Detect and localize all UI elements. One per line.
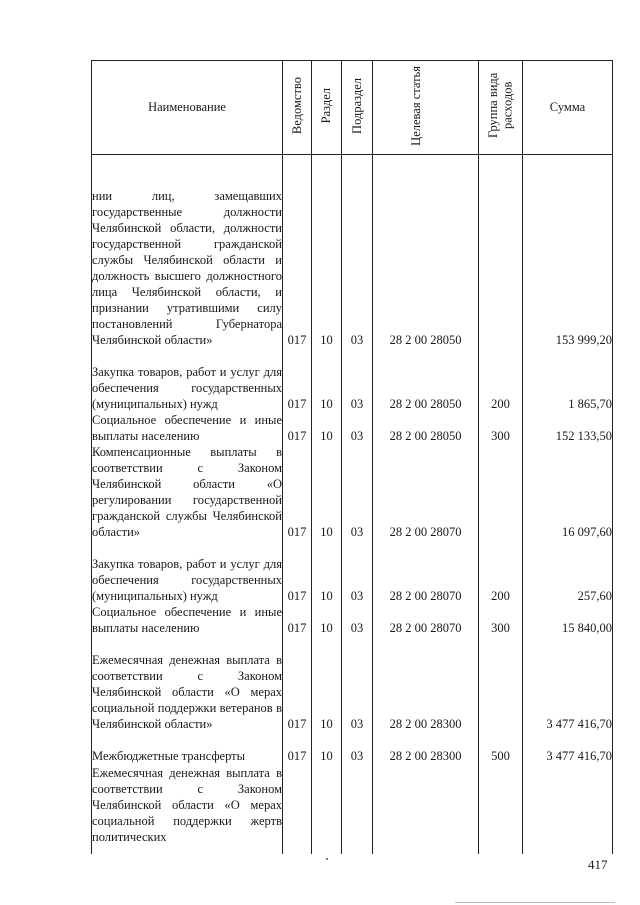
budget-table-container bbox=[91, 60, 612, 847]
row-target: 28 2 00 28070 bbox=[373, 540, 479, 604]
row-name: Ежемесячная денежная выплата в соответствии с Законом Челябинской области «О мерах социальной поддержки ветеранов в Челябинской области» bbox=[92, 636, 283, 732]
row-sum: 3 477 416,70 bbox=[523, 732, 613, 764]
row-name: Компенсационные выплаты в соответствии с Законом Челябинской области «О регулировании государственной гражданской службы Челябинской области» bbox=[92, 444, 282, 539]
row-section: 10 bbox=[312, 732, 342, 764]
row-subsection: 03 bbox=[342, 155, 373, 348]
row-subsection bbox=[342, 764, 373, 854]
row-subsection: 03 bbox=[342, 444, 373, 540]
header-dept: Ведомство bbox=[283, 61, 312, 155]
row-dept: 017 bbox=[283, 604, 312, 636]
row-sum: 16 097,60 bbox=[523, 444, 613, 540]
row-sum: 1 865,70 bbox=[523, 348, 613, 412]
row-name: Ежемесячная денежная выплата в соответствии с Законом Челябинской области «О мерах социальной поддержки жертв политических bbox=[92, 764, 283, 854]
header-name: Наименование bbox=[92, 61, 283, 155]
row-group: 200 bbox=[479, 348, 523, 412]
row-target: 28 2 00 28050 bbox=[373, 412, 479, 444]
row-section: 10 bbox=[312, 444, 342, 540]
row-subsection: 03 bbox=[342, 348, 373, 412]
row-subsection: 03 bbox=[342, 732, 373, 764]
row-sum: 153 999,20 bbox=[523, 155, 613, 348]
row-name: Социальное обеспечение и иные выплаты населению bbox=[92, 412, 282, 443]
header-expense-group: Группа вида расходов bbox=[479, 61, 523, 155]
row-name: Социальное обеспечение и иные выплаты населению bbox=[92, 604, 282, 635]
row-subsection: 03 bbox=[342, 636, 373, 732]
header-section: Раздел bbox=[312, 61, 342, 155]
row-dept: 017 bbox=[283, 732, 312, 764]
row-group bbox=[479, 444, 523, 540]
row-group bbox=[479, 636, 523, 732]
table-row bbox=[92, 412, 613, 444]
row-name: нии лиц, замещавших государственные должности Челябинской области, должности государственной гражданской службы Челябинской области и должность высшего должностного лица Челябинской области, и признании утратившими силу постановлений Губернатора Челябинской области» bbox=[92, 155, 283, 348]
row-dept: 017 bbox=[283, 540, 312, 604]
header-subsection: Подраздел bbox=[342, 61, 373, 155]
row-sum: 257,60 bbox=[523, 540, 613, 604]
table-row bbox=[92, 764, 613, 854]
row-target: 28 2 00 28300 bbox=[373, 636, 479, 732]
scan-edge-line bbox=[455, 902, 615, 903]
row-group bbox=[479, 764, 523, 854]
row-dept: 017 bbox=[283, 636, 312, 732]
row-name: Закупка товаров, работ и услуг для обеспечения государственных (муниципальных) нужд bbox=[92, 540, 283, 604]
row-sum bbox=[523, 764, 613, 854]
row-subsection: 03 bbox=[342, 604, 373, 636]
table-row bbox=[92, 155, 613, 348]
row-name: Межбюджетные трансферты bbox=[92, 732, 283, 764]
row-subsection: 03 bbox=[342, 412, 373, 444]
scan-dot bbox=[326, 858, 328, 860]
row-target bbox=[373, 764, 479, 854]
row-dept: 017 bbox=[283, 412, 312, 444]
row-target: 28 2 00 28070 bbox=[373, 444, 479, 540]
header-sum: Сумма bbox=[523, 61, 613, 155]
row-group: 500 bbox=[479, 732, 523, 764]
table-row bbox=[92, 732, 613, 764]
row-dept: 017 bbox=[283, 155, 312, 348]
row-target: 28 2 00 28070 bbox=[373, 604, 479, 636]
row-group bbox=[479, 155, 523, 348]
row-name: Закупка товаров, работ и услуг для обеспечения государственных (муниципальных) нужд bbox=[92, 348, 283, 412]
row-section: 10 bbox=[312, 636, 342, 732]
row-dept: 017 bbox=[283, 444, 312, 540]
row-dept: 017 bbox=[283, 348, 312, 412]
table-row bbox=[92, 540, 613, 604]
row-target: 28 2 00 28050 bbox=[373, 348, 479, 412]
row-section: 10 bbox=[312, 540, 342, 604]
row-section: 10 bbox=[312, 155, 342, 348]
row-section: 10 bbox=[312, 604, 342, 636]
table-row bbox=[92, 604, 613, 636]
row-group: 300 bbox=[479, 604, 523, 636]
row-section: 10 bbox=[312, 348, 342, 412]
row-sum: 152 133,50 bbox=[523, 412, 613, 444]
row-section bbox=[312, 764, 342, 854]
row-target: 28 2 00 28300 bbox=[373, 732, 479, 764]
header-target: Целевая статья bbox=[373, 61, 479, 155]
row-subsection: 03 bbox=[342, 540, 373, 604]
row-group: 200 bbox=[479, 540, 523, 604]
row-sum: 15 840,00 bbox=[523, 604, 613, 636]
table-header-row bbox=[92, 61, 613, 155]
page-number: 417 bbox=[588, 857, 608, 872]
budget-table bbox=[91, 60, 613, 854]
row-dept bbox=[283, 764, 312, 854]
table-row bbox=[92, 348, 613, 412]
table-row bbox=[92, 636, 613, 732]
table-row bbox=[92, 444, 613, 540]
row-target: 28 2 00 28050 bbox=[373, 155, 479, 348]
row-group: 300 bbox=[479, 412, 523, 444]
row-sum: 3 477 416,70 bbox=[523, 636, 613, 732]
row-section: 10 bbox=[312, 412, 342, 444]
